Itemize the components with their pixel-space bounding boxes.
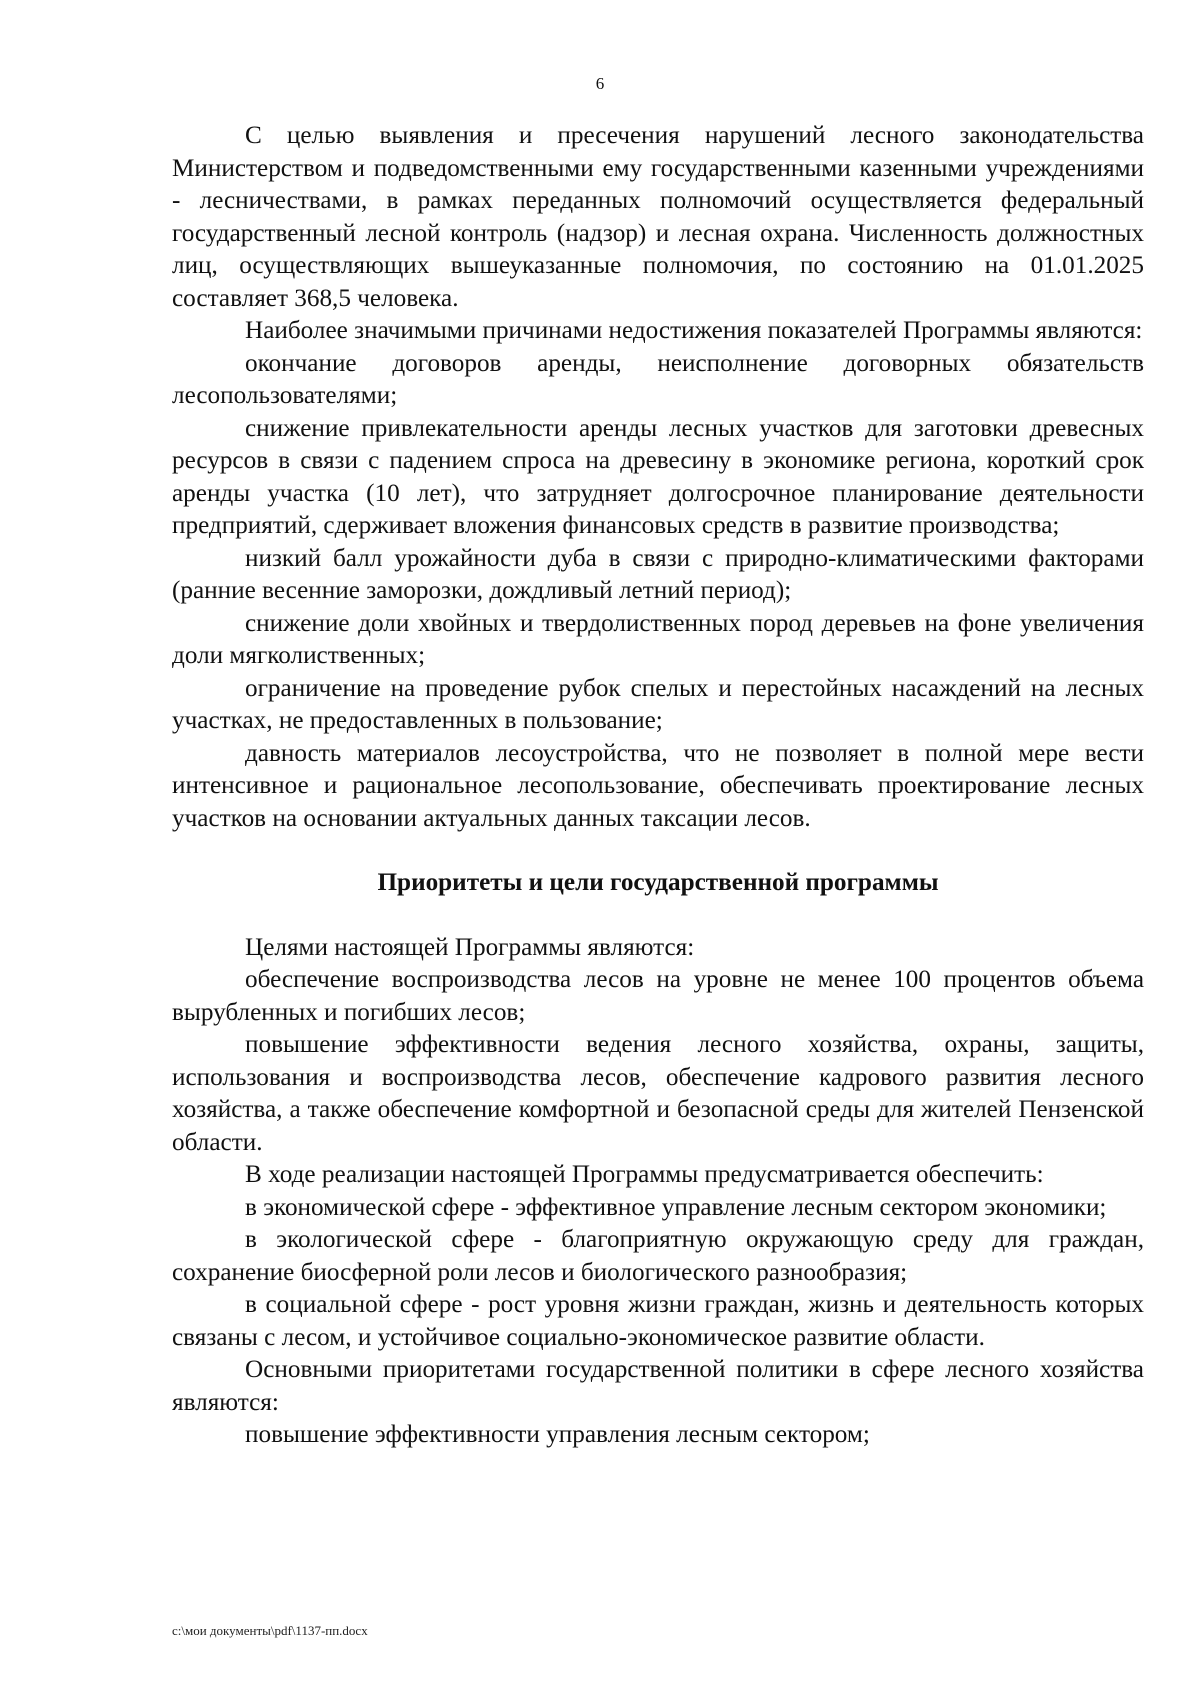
page-number: 6 [595, 74, 605, 93]
paragraph: С целью выявления и пресечения нарушений лесного законодательства Министерством и подведомственными ему государственными казенными учреждениями - лесничествами, в рамках переданных полномочий осуществляется федеральный государственный лесной контроль (надзор) и лесная охрана. Численность должностных лиц, осуществляющих вышеуказанные полномочия, по состоянию на 01.01.2025 составляет 368,5 человека. [172, 122, 1144, 312]
document-body [172, 120, 1144, 1452]
list-item: снижение привлекательности аренды лесных участков для заготовки древесных ресурсов в связи с падением спроса на древесину в экономике региона, короткий срок аренды участка (10 лет), что затрудняет долгосрочное планирование деятельности предприятий, сдерживает вложения финансовых средств в развитие производства; [172, 414, 1144, 539]
list-item: в экономической сфере - эффективное управление лесным сектором экономики; [245, 1193, 1107, 1221]
paragraph: Основными приоритетами государственной политики в сфере лесного хозяйства являются: [172, 1356, 1144, 1416]
list-item: повышение эффективности ведения лесного хозяйства, охраны, защиты, использования и воспроизводства лесов, обеспечение кадрового развития лесного хозяйства, а также обеспечение комфортной и безопасной среды для жителей Пензенской области. [172, 1031, 1144, 1156]
list-item: обеспечение воспроизводства лесов на уровне не менее 100 процентов объема вырубленных и погибших лесов; [172, 966, 1144, 1026]
paragraph: В ходе реализации настоящей Программы предусматривается обеспечить: [245, 1161, 1044, 1188]
list-item: окончание договоров аренды, неисполнение договорных обязательств лесопользователями; [172, 349, 1144, 409]
list-item: давность материалов лесоустройства, что не позволяет в полной мере вести интенсивное и рациональное лесопользование, обеспечивать проектирование лесных участков на основании актуальных данных таксации лесов. [172, 739, 1144, 832]
list-item: в экологической сфере - благоприятную окружающую среду для граждан, сохранение биосферной роли лесов и биологического разнообразия; [172, 1226, 1144, 1286]
list-item: повышение эффективности управления лесным сектором; [245, 1421, 870, 1448]
list-item: низкий балл урожайности дуба в связи с природно-климатическими факторами (ранние весенние заморозки, дождливый летний период); [172, 544, 1144, 604]
list-item: снижение доли хвойных и твердолиственных пород деревьев на фоне увеличения доли мягколиственных; [172, 609, 1144, 669]
list-item: в социальной сфере - рост уровня жизни граждан, жизнь и деятельность которых связаны с лесом, и устойчивое социально-экономическое развитие области. [172, 1291, 1144, 1351]
list-item: ограничение на проведение рубок спелых и перестойных насаждений на лесных участках, не предоставленных в пользование; [172, 674, 1144, 734]
section-heading: Приоритеты и цели государственной программы [377, 869, 939, 896]
footer-file-path: c:\мои документы\pdf\1137-пп.docx [172, 1623, 368, 1638]
paragraph: Целями настоящей Программы являются: [245, 933, 695, 961]
paragraph: Наиболее значимыми причинами недостижения показателей Программы являются: [245, 317, 1143, 344]
